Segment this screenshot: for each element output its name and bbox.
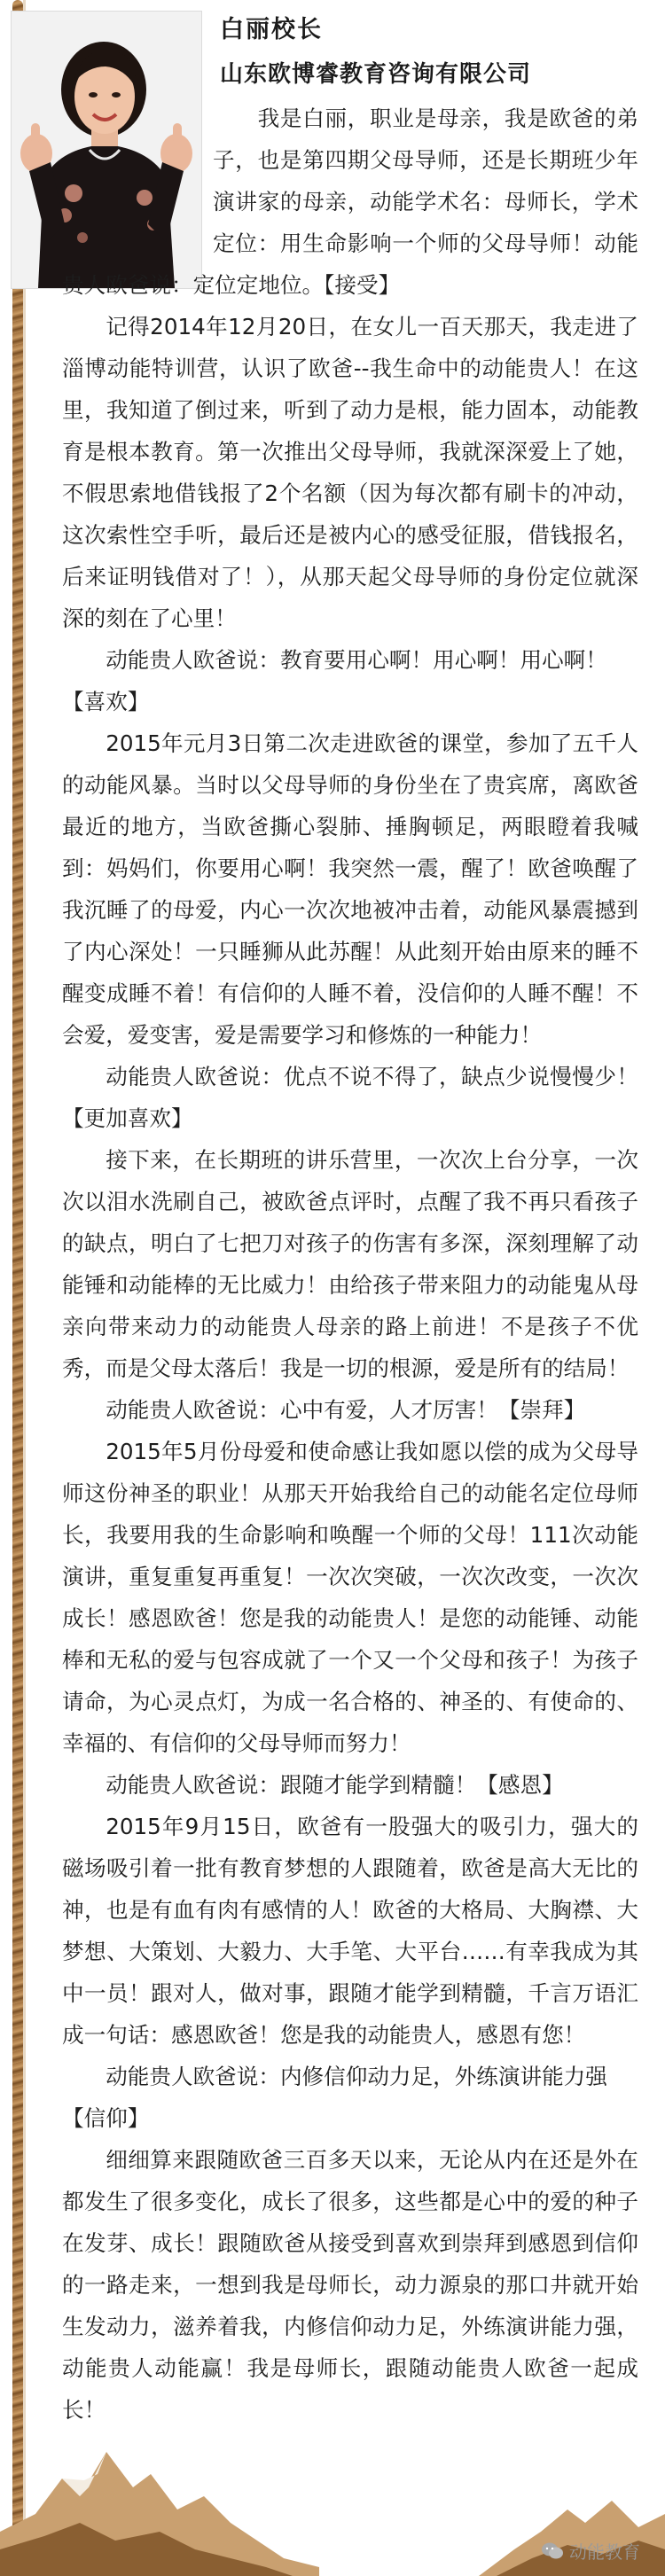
rope-border: [12, 0, 23, 2576]
paragraph-11: 动能贵人欧爸说：内修信仰动力足，外练演讲能力强: [106, 2064, 607, 2089]
paragraph-9: 动能贵人欧爸说：跟随才能学到精髓！【感恩】: [106, 1772, 564, 1798]
paragraph-intro: 我是白丽，职业是母亲，我是欧爸的弟子，也是第四期父母导师，还是长期班少年演讲家的母亲，动能学术名：母师长，学术定位：用生命影响一个师的父母导师！动能贵人欧爸说：定位定地位。【接受】: [62, 98, 638, 306]
paragraph-12: 【信仰】: [62, 2105, 150, 2131]
wechat-icon: [541, 2541, 564, 2561]
paragraph-5: 动能贵人欧爸说：优点不说不得了，缺点少说慢慢少！【更加喜欢】: [62, 1064, 638, 1131]
article-header: [220, 12, 645, 92]
company-name: 山东欧博睿教育咨询有限公司: [220, 61, 532, 88]
paragraph-2: 动能贵人欧爸说：教育要用心啊！用心啊！用心啊！: [106, 647, 607, 673]
paragraph-8: 2015年5月份母爱和使命感让我如愿以偿的成为父母导师这份神圣的职业！从那天开始我给自己的动能名定位母师长，我要用我的生命影响和唤醒一个师的父母！111次动能演讲，重复重复再重复！一次次突破，一次次改变，一次次成长！感恩欧爸！您是我的动能贵人！是您的动能锤、动能棒和无私的爱与包容成就了一个又一个父母和孩子！为孩子请命，为心灵点灯，为成一名合格的、神圣的、有使命的、幸福的、有信仰的父母导师而努力！: [62, 1439, 638, 1756]
paragraph-10: 2015年9月15日，欧爸有一股强大的吸引力，强大的磁场吸引着一批有教育梦想的人跟随着，欧爸是高大无比的神，也是有血有肉有感情的人！欧爸的大格局、大胸襟、大梦想、大策划、大毅力、大手笔、大平台……有幸我成为其中一员！跟对人，做对事，跟随才能学到精髓，千言万语汇成一句话：感恩欧爸！您是我的动能贵人，感恩有您！: [62, 1814, 638, 2048]
paragraph-1: 记得2014年12月20日，在女儿一百天那天，我走进了淄博动能特训营，认识了欧爸--我生命中的动能贵人！在这里，我知道了倒过来，听到了动力是根，能力固本，动能教育是根本教育。第一次推出父母导师，我就深深爱上了她，不假思索地借钱报了2个名额（因为每次都有刷卡的冲动，这次索性空手听，最后还是被内心的感受征服，借钱报名，后来证明钱借对了！），从那天起父母导师的身份定位就深深的刻在了心里！: [62, 314, 638, 631]
rope-shadow: [23, 0, 26, 2576]
paragraph-3: 【喜欢】: [62, 689, 150, 714]
paragraph-4: 2015年元月3日第二次走进欧爸的课堂，参加了五千人的动能风暴。当时以父母导师的身份坐在了贵宾席，离欧爸最近的地方，当欧爸撕心裂肺、捶胸顿足，两眼瞪着我喊到：妈妈们，你要用心啊！我突然一震，醒了！欧爸唤醒了我沉睡了的母爱，内心一次次地被冲击着，动能风暴震撼到了内心深处！一只睡狮从此苏醒！从此刻开始由原来的睡不醒变成睡不着！有信仰的人睡不着，没信仰的人睡不醒！不会爱，爱变害，爱是需要学习和修炼的一种能力！: [62, 730, 638, 1048]
paragraph-6: 接下来，在长期班的讲乐营里，一次次上台分享，一次次以泪水洗刷自己，被欧爸点评时，点醒了我不再只看孩子的缺点，明白了七把刀对孩子的伤害有多深，深刻理解了动能锤和动能棒的无比威力！由给孩子带来阻力的动能鬼从母亲向带来动力的动能贵人母亲的路上前进！不是孩子不优秀，而是父母太落后！我是一切的根源，爱是所有的结局！: [62, 1147, 638, 1381]
principal-name: 白丽校长: [220, 16, 323, 43]
watermark-text: 动能教育: [569, 2541, 640, 2563]
paragraph-7: 动能贵人欧爸说：心中有爱，人才厉害！【崇拜】: [106, 1397, 586, 1423]
article-body: [62, 98, 638, 2431]
watermark: [541, 2538, 640, 2564]
photo-spacer: [62, 98, 213, 264]
paragraph-13: 细细算来跟随欧爸三百多天以来，无论从内在还是外在都发生了很多变化，成长了很多，这些都是心中的爱的种子在发芽、成长！跟随欧爸从接受到喜欢到崇拜到感恩到信仰的一路走来，一想到我是母师长，动力源泉的那口井就开始生发动力，滋养着我，内修信仰动力足，外练演讲能力强，动能贵人动能赢！我是母师长，跟随动能贵人欧爸一起成长！: [62, 2147, 638, 2423]
